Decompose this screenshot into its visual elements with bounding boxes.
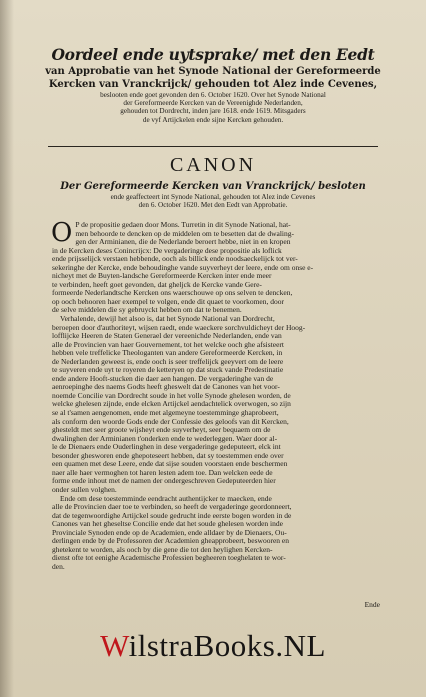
divider-rule [48,146,378,147]
body-line: onder sullen volghen. [52,485,117,494]
watermark-text: ilstraBooks.NL [128,628,326,663]
body-line: ende andere Hooft-stucken die daer aen hangen. De vergaderinghe van de [52,374,274,383]
body-line: formeerde Nederlandtsche Kercken ons waerschouwe op ons selven te dencken, [52,289,293,298]
body-line: Canones van het gheseltse Concilie ende dat het soude ghelesen worden inde [52,520,283,529]
canon-heading: CANON [169,154,257,176]
body-line: hebben vele treffelicke Theologanten van andere Gereformeerde Kercken, in [52,349,283,358]
body-line: dienst ofte tot eenighe Academische Professien begheeren toeghelaten te wor- [52,554,286,563]
body-line: lofflijcke Heeren de Staten Generael der vereenichde Nederlanden, ende van [52,332,282,341]
body-line: derlingen ende by de Professoren der Academien gheapprobeert, beswooren en [52,537,289,546]
section-title: Der Gereformeerde Kercken van Vranckrijck/ besloten [60,181,366,192]
body-line: den. [52,562,65,571]
body-line: P de propositie gedaen door Mons. Turretin in dit Synode National, hat- [75,221,291,229]
body-line: Verhalende, dewijl het alsoo is, dat het Synode National van Dordrecht, [60,315,275,324]
body-line: de Nederlanden geweest is, ende ooch is seer treffelijck geeyvert om de leere [52,357,284,366]
body-line: op ooch behooren haer exempel te volgen, ende dit quaet te voorkomen, door [52,297,285,306]
body-line: ghetekent te worden, als ooch by die gene die tot den heylighen Kercken- [52,545,273,554]
body-line: een quamen met dese Leere, ende dat sijse souden voorstaen ende beschermen [52,460,288,469]
body-line: als conform den woorde Gods ende der Confessie des geloofs van dit Kercken, [52,417,289,426]
body-line: alle de Provincien van haer Gouvernement, tot het welcke ooch ghe afsisteert [52,340,284,349]
body-line: Ende om dese toestemminde eendracht authentijcker te maecken, ende [60,494,272,503]
body-line: ende prijsselijck verstaen hebbende, ooch als billick ende noodsaeckelijck tot ver- [52,255,298,264]
body-line: in de Kercken deses Conincrijcx: De vergaderinge dese propositie als loflick [52,246,282,255]
body-line: gen der Arminianen, die de Nederlande beroert hebbe, niet in en kropen [75,238,291,247]
body-line: se al t'samen aengenomen, ende met algemeyne toestemminge ghaprobeert, [52,409,279,418]
body-line: naer alle haer vermoghen tot haren lesten adem toe. Dan welcken eede de [52,468,273,477]
body-text [51,218,384,571]
body-line: sekeringhe der Kercke, ende behoudinghe vande suyverheyt der leere, ende om onse e- [52,263,314,272]
section-line: den 6. October 1620. Met den Eedt van Approbatie. [138,201,288,210]
body-line: noemde Concilie van Dordrecht soude in het volle Synode ghelesen worden, de [52,391,291,400]
body-line: nicheyt met de Buyten-landsche Gereformeerde Kercken inter ende meer [52,272,272,281]
header-line: de vyf Artijckelen ende sijne Kercken gehouden. [142,115,284,124]
document-header [30,46,396,124]
body-line: forme ende inhout met de namen der ondergeschreven Gedeputeerden hier [52,477,276,486]
body-line: te suyveren ende uyt te royeren de ketteryen op dat stuck vande Predestinatie [52,366,284,375]
body-line: le de Dienaers ende Ouderlinghen in dese vergaderinge gedeputeert, elck int [52,443,281,452]
document-title: Oordeel ende uytsprake/ met den Eedt [51,45,375,64]
body-line: men behoorde te dencken op de middelen om te besetten dat de dwaling- [75,229,295,238]
body-lines [51,218,384,571]
body-line: de selve middelen die sy gebruyckt hebben om dat te benemen. [52,306,242,315]
drop-cap: O [51,218,73,248]
page-binding-shadow [0,0,14,697]
body-line: beroepen door d'authoriteyt, wijsen raedt, ende waeckere sorchvuldicheyt der Hoog- [52,323,306,332]
body-line: Provinciale Synoden ende op de Academien, ende alldaer by de Dienaers, Ou- [52,528,287,537]
watermark-first-letter: W [100,628,129,663]
document-subtitle: van Approbatie van het Synode National der Gereformeerde Kercken van Vranckrijck/ gehouden tot Alez inde Cevenes, [45,66,381,90]
header-line: gehouden tot Dordrecht, inden jare 1618. ende 1619. Mitsgaders [120,107,306,116]
body-line: welcke ghelesen zijnde, ende elcken Artijckel aendachtelick overwogen, so zijn [52,400,291,409]
body-line: aenroepinghe des naems Godts heeft gheswelt dat de Canones van het voor- [52,383,280,392]
body-line: alle de Provincien daer toe te verbinden, so heeft de vergaderinge geordonneert, [52,503,292,512]
body-line: dat de tegenwoordighe Artijckel soude gedrucht inde eerste bogen worden in de [52,511,292,520]
body-line: ghesteldt met seer groote wijsheyt ende suyverheyt, seer bequaem om de [52,426,271,435]
body-line: dwalinghen der Arminianen t'onderken ende te wederleggen. Waer door al- [52,434,278,443]
body-line: te verbinden, heeft goet gevonden, dat gheljck de Kercke vande Gere- [52,280,262,289]
section-heading [30,181,396,210]
header-line: der Gereformeerde Kercken van de Vereenighde Nederlanden, [123,99,303,108]
header-line: beslooten ende goet gevonden den 6. October 1620. Over het Synode National [100,91,326,99]
catchword: Ende [364,600,380,609]
body-line: besonder ghesworen ende ghepoteseert hebben, dat sy toestemmen ende over [52,451,284,460]
watermark-logo [0,628,426,664]
section-line: ende geaffecteert int Synode National, gehouden tot Alez inde Cevenes [110,193,316,201]
